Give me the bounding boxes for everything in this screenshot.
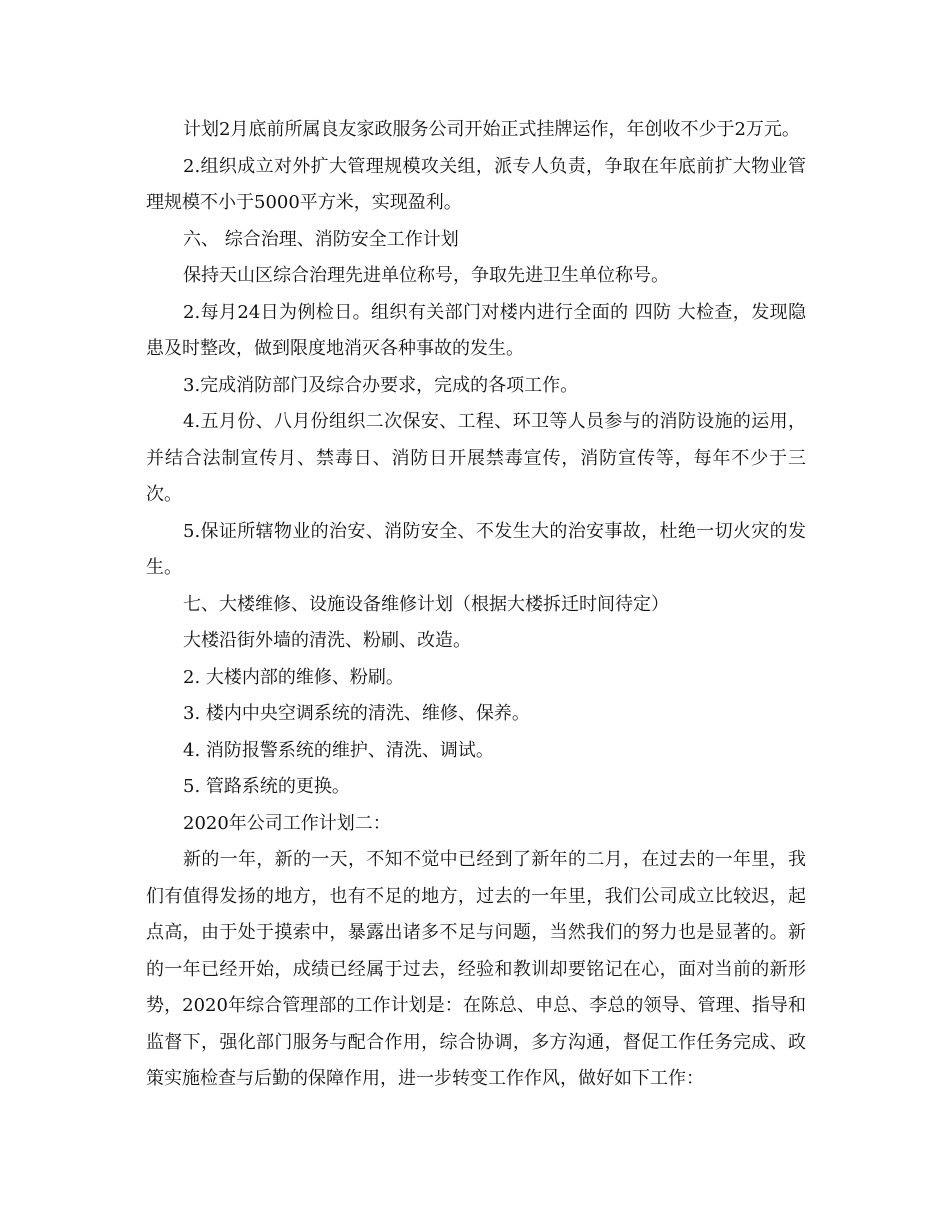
- list-item-exterior-wall: 大楼沿街外墙的清洗、粉刷、改造。: [183, 630, 471, 651]
- paragraph-new-year-intro: 新的一年，新的一天，不知不觉中已经到了新年的二月，在过去的一年里，我们有值得发扬的地方，也有不足的地方，过去的一年里，我们公司成立比较迟，起点高，由于处于摸索中，暴露出诸多不足与问题，当然我们的努力也是显著的。新的一年已经开始，成绩已经属于过去，经验和教训却要铭记在心，面对当前的新形势，2020年综合管理部的工作计划是：在陈总、申总、李总的领导、管理、指导和监督下，强化部门服务与配合作用，综合协调，多方沟通，督促工作任务完成、政策实施检查与后勤的保障作用，进一步转变工作作风，做好如下工作：: [146, 849, 806, 1089]
- section-heading-plan-two: 2020年公司工作计划二：: [183, 812, 391, 834]
- section-heading-safety: 六、 综合治理、消防安全工作计划: [183, 228, 459, 250]
- paragraph-fire-drills: 4.五月份、八月份组织二次保安、工程、环卫等人员参与的消防设施的运用，并结合法制宣传月、禁毒日、消防日开展禁毒宣传，消防宣传等，每年不少于三次。: [146, 411, 806, 505]
- list-item-pipeline: 5. 管路系统的更换。: [183, 776, 350, 797]
- paragraph-revenue-plan: 计划2月底前所属良友家政服务公司开始正式挂牌运作，年创收不少于2万元。: [183, 119, 800, 140]
- paragraph-keep-title: 保持天山区综合治理先进单位称号，争取先进卫生单位称号。: [183, 265, 669, 286]
- paragraph-expand-management: 2.组织成立对外扩大管理规模攻关组，派专人负责，争取在年底前扩大物业管理规模不小于5000平方米，实现盈利。: [146, 155, 806, 213]
- paragraph-fire-requirements: 3.完成消防部门及综合办要求，完成的各项工作。: [183, 374, 579, 396]
- paragraph-monthly-inspection: 2.每月24日为例检日。组织有关部门对楼内进行全面的 四防 大检查，发现隐患及时整改，做到限度地消灭各种事故的发生。: [146, 301, 806, 359]
- list-item-air-conditioning: 3. 楼内中央空调系统的清洗、维修、保养。: [183, 703, 530, 724]
- section-heading-maintenance: 七、大楼维修、设施设备维修计划（根据大楼拆迁时间待定）: [183, 593, 669, 615]
- document-body: [146, 112, 806, 1098]
- list-item-interior-repair: 2. 大楼内部的维修、粉刷。: [183, 666, 404, 688]
- list-item-fire-alarm: 4. 消防报警系统的维护、清洗、调试。: [183, 739, 494, 761]
- paragraph-security-guarantee: 5.保证所辖物业的治安、消防安全、不发生大的治安事故，杜绝一切火灾的发生。: [146, 520, 806, 578]
